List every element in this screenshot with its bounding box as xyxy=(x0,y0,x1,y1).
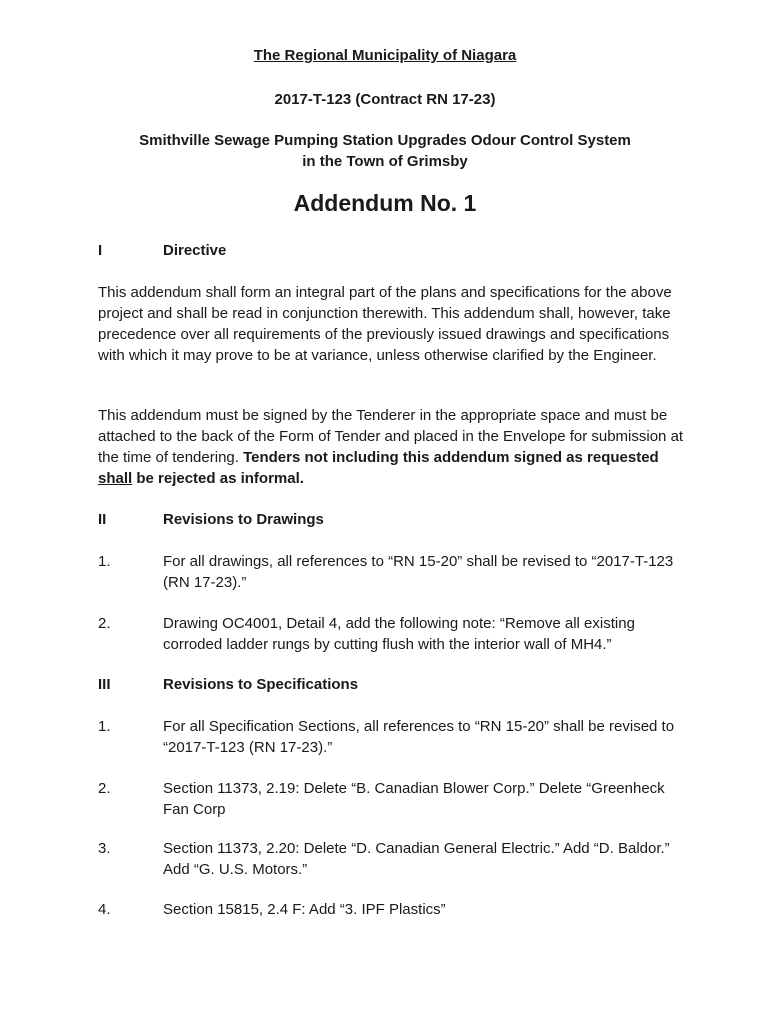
project-title-line1: Smithville Sewage Pumping Station Upgrades Odour Control System xyxy=(139,132,631,149)
directive-warning-b: be rejected as informal. xyxy=(132,470,304,487)
item-text: Drawing OC4001, Detail 4, add the following note: “Remove all existing corroded ladder rungs by cutting flush with the interior wall of MH4.” xyxy=(163,615,635,653)
item-number: 1. xyxy=(98,718,111,735)
directive-paragraph-1: This addendum shall form an integral part of the plans and specifications for the above project and shall be read in conjunction therewith. This addendum shall, however, take precedence over all requirements of the previously issued drawings and specifications with which it may prove to be at variance, unless otherwise clarified by the Engineer. xyxy=(98,284,672,364)
item-text: For all drawings, all references to “RN 15-20” shall be revised to “2017-T-123 (RN 17-23).” xyxy=(163,553,674,591)
section-title: Revisions to Drawings xyxy=(163,511,324,528)
item-number: 1. xyxy=(98,553,111,570)
item-number: 4. xyxy=(98,901,111,918)
item-number: 3. xyxy=(98,840,111,857)
directive-paragraph-2-text: This addendum must be signed by the Tenderer in the appropriate space and must be attached to the back of the Form of Tender and placed in the Envelope for submission at the time of tendering. xyxy=(98,407,684,466)
directive-warning-shall: shall xyxy=(98,470,133,487)
directive-paragraph-2 xyxy=(98,405,688,489)
item-text: Section 15815, 2.4 F: Add “3. IPF Plastics” xyxy=(163,901,446,918)
organization-title: The Regional Municipality of Niagara xyxy=(253,47,517,64)
addendum-title: Addendum No. 1 xyxy=(293,190,477,216)
item-number: 2. xyxy=(98,780,111,797)
section-number: I xyxy=(98,242,103,259)
item-text: For all Specification Sections, all references to “RN 15-20” shall be revised to “2017-T-123 (RN 17-23).” xyxy=(163,718,675,756)
directive-warning-a: Tenders not including this addendum signed as requested xyxy=(243,449,659,466)
project-title xyxy=(0,130,770,172)
item-number: 2. xyxy=(98,615,111,632)
project-title-line2: in the Town of Grimsby xyxy=(302,153,468,170)
item-text: Section 11373, 2.20: Delete “D. Canadian General Electric.” Add “D. Baldor.” Add “G. U.S. Motors.” xyxy=(163,840,670,878)
section-number: II xyxy=(98,511,107,528)
section-title: Directive xyxy=(163,242,227,259)
contract-number: 2017-T-123 (Contract RN 17-23) xyxy=(274,91,496,108)
section-title: Revisions to Specifications xyxy=(163,676,359,693)
section-number: III xyxy=(98,676,111,693)
item-text: Section 11373, 2.19: Delete “B. Canadian Blower Corp.” Delete “Greenheck Fan Corp xyxy=(163,780,665,818)
